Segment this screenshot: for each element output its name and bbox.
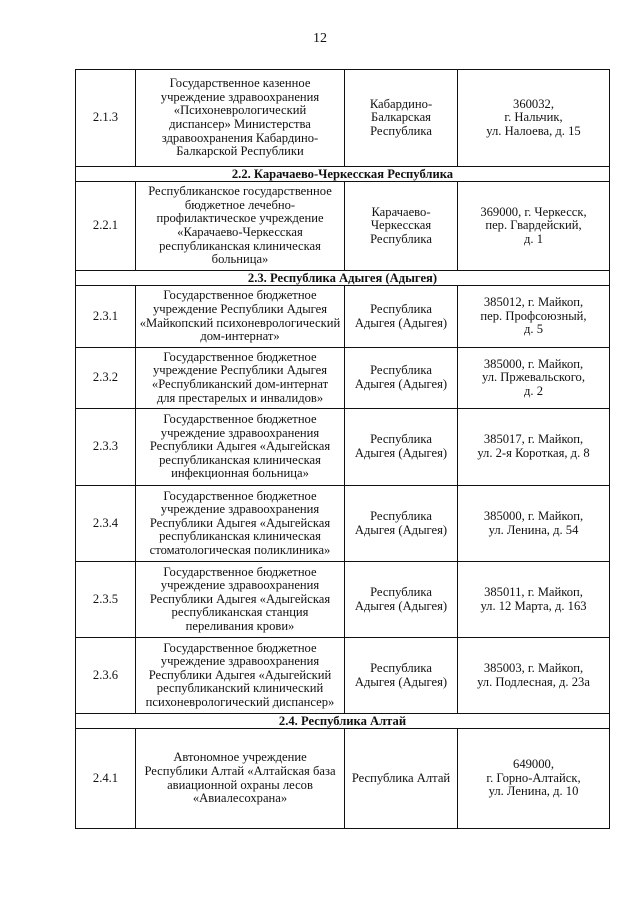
- entry-region: Республика Адыгея (Адыгея): [345, 286, 458, 348]
- section-heading-row: [76, 167, 610, 182]
- entry-number: 2.3.5: [76, 562, 136, 638]
- page-number: 12: [313, 31, 327, 46]
- entry-row: [76, 638, 610, 714]
- entry-row: [76, 70, 610, 167]
- section-title: 2.4. Республика Алтай: [76, 714, 610, 729]
- entry-address: 369000, г. Черкесск, пер. Гвардейский, д. 1: [458, 182, 610, 271]
- section-title: 2.3. Республика Адыгея (Адыгея): [76, 271, 610, 286]
- entry-row: [76, 286, 610, 348]
- entry-region: Республика Адыгея (Адыгея): [345, 562, 458, 638]
- entry-region: Республика Адыгея (Адыгея): [345, 638, 458, 714]
- entry-address: 649000, г. Горно-Алтайск, ул. Ленина, д. 10: [458, 729, 610, 829]
- section-heading-row: [76, 714, 610, 729]
- entry-address: 385012, г. Майкоп, пер. Профсоюзный, д. 5: [458, 286, 610, 348]
- entry-address: 385000, г. Майкоп, ул. Ленина, д. 54: [458, 486, 610, 562]
- entry-number: 2.3.4: [76, 486, 136, 562]
- entry-institution-name: Автономное учреждение Республики Алтай «Алтайская база авиационной охраны лесов «Авиалесохрана»: [136, 729, 345, 829]
- entry-region: Республика Алтай: [345, 729, 458, 829]
- entry-number: 2.4.1: [76, 729, 136, 829]
- entry-number: 2.3.2: [76, 348, 136, 409]
- institutions-table-body: [76, 70, 610, 829]
- entry-institution-name: Государственное бюджетное учреждение здравоохранения Республики Адыгея «Адыгейская республиканская станция переливания крови»: [136, 562, 345, 638]
- entry-number: 2.2.1: [76, 182, 136, 271]
- entry-number: 2.3.3: [76, 409, 136, 486]
- entry-address: 385000, г. Майкоп, ул. Пржевальского, д. 2: [458, 348, 610, 409]
- entry-row: [76, 729, 610, 829]
- entry-address: 385003, г. Майкоп, ул. Подлесная, д. 23а: [458, 638, 610, 714]
- entry-institution-name: Государственное бюджетное учреждение Республики Адыгея «Республиканский дом-интернат для престарелых и инвалидов»: [136, 348, 345, 409]
- entry-address: 385017, г. Майкоп, ул. 2-я Короткая, д. 8: [458, 409, 610, 486]
- entry-region: Республика Адыгея (Адыгея): [345, 486, 458, 562]
- entry-address: 385011, г. Майкоп, ул. 12 Марта, д. 163: [458, 562, 610, 638]
- section-title: 2.2. Карачаево-Черкесская Республика: [76, 167, 610, 182]
- entry-region: Карачаево- Черкесская Республика: [345, 182, 458, 271]
- entry-row: [76, 182, 610, 271]
- entry-number: 2.1.3: [76, 70, 136, 167]
- entry-institution-name: Государственное бюджетное учреждение здравоохранения Республики Адыгея «Адыгейский республиканский клинический психоневрологический диспансер»: [136, 638, 345, 714]
- entry-region: Республика Адыгея (Адыгея): [345, 409, 458, 486]
- entry-institution-name: Государственное бюджетное учреждение здравоохранения Республики Адыгея «Адыгейская республиканская клиническая стоматологическая поликлиника»: [136, 486, 345, 562]
- entry-region: Республика Адыгея (Адыгея): [345, 348, 458, 409]
- entry-number: 2.3.6: [76, 638, 136, 714]
- entry-institution-name: Государственное казенное учреждение здравоохранения «Психоневрологический диспансер» Министерства здравоохранения Кабардино- Балкарской Республики: [136, 70, 345, 167]
- entry-row: [76, 348, 610, 409]
- entry-number: 2.3.1: [76, 286, 136, 348]
- entry-address: 360032, г. Нальчик, ул. Налоева, д. 15: [458, 70, 610, 167]
- entry-row: [76, 486, 610, 562]
- institutions-table: [75, 69, 610, 829]
- entry-row: [76, 562, 610, 638]
- entry-institution-name: Республиканское государственное бюджетное лечебно- профилактическое учреждение «Карачаево-Черкесская республиканская клиническая больница»: [136, 182, 345, 271]
- entry-row: [76, 409, 610, 486]
- entry-institution-name: Государственное бюджетное учреждение здравоохранения Республики Адыгея «Адыгейская республиканская клиническая инфекционная больница»: [136, 409, 345, 486]
- entry-region: Кабардино- Балкарская Республика: [345, 70, 458, 167]
- entry-institution-name: Государственное бюджетное учреждение Республики Адыгея «Майкопский психоневрологический дом-интернат»: [136, 286, 345, 348]
- section-heading-row: [76, 271, 610, 286]
